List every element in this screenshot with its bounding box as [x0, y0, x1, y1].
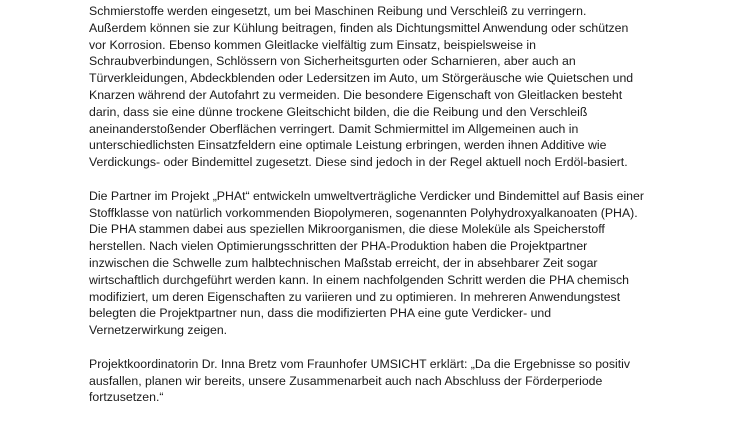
paragraph-phat-project	[89, 188, 689, 339]
text-line: Außerdem können sie zur Kühlung beitragen, finden als Dichtungsmittel Anwendung oder schützen	[89, 20, 629, 35]
paragraph-coordinator-quote	[89, 356, 689, 406]
text-line: darin, dass sie eine dünne trockene Gleitschicht bilden, die die Reibung und den Verschleiß	[89, 104, 588, 119]
text-line: Schraubverbindungen, Schlössern von Sicherheitsgurten oder Scharnieren, aber auch an	[89, 54, 576, 69]
text-line: Projektkoordinatorin Dr. Inna Bretz vom Fraunhofer UMSICHT erklärt: „Da die Ergebnisse so positiv	[89, 356, 631, 371]
text-line: Vernetzerwirkung zeigen.	[89, 323, 228, 338]
text-line: Schmierstoffe werden eingesetzt, um bei Maschinen Reibung und Verschleiß zu verringern.	[89, 4, 587, 18]
text-line: vor Korrosion. Ebenso kommen Gleitlacke vielfältig zum Einsatz, beispielsweise in	[89, 37, 536, 52]
text-line: Verdickungs- oder Bindemittel zugesetzt. Diese sind jedoch in der Regel aktuell noch Erdöl-basiert.	[89, 155, 628, 170]
text-line: Die PHA stammen dabei aus speziellen Mikroorganismen, die diese Moleküle als Speicherstoff	[89, 222, 605, 237]
text-line: herstellen. Nach vielen Optimierungsschritten der PHA-Produktion haben die Projektpartner	[89, 239, 588, 254]
text-line: fortzusetzen.“	[89, 390, 164, 405]
text-line: modifiziert, um deren Eigenschaften zu variieren und zu optimieren. In mehreren Anwendungstest	[89, 289, 621, 304]
document-body	[89, 0, 689, 423]
text-line: Knarzen während der Autofahrt zu vermeiden. Die besondere Eigenschaft von Gleitlacken besteht	[89, 87, 623, 102]
text-line: Stoffklasse von natürlich vorkommenden Biopolymeren, sogenannten Polyhydroxyalkanoaten (PHA).	[89, 205, 638, 220]
text-line: aneinanderstoßender Oberflächen verringert. Damit Schmiermittel im Allgemeinen auch in	[89, 121, 579, 136]
text-line: Türverkleidungen, Abdeckblenden oder Ledersitzen im Auto, um Störgeräusche wie Quietschen und	[89, 71, 634, 86]
text-line: unterschiedlichsten Einsatzfeldern eine optimale Leistung erbringen, werden ihnen Additive wie	[89, 138, 607, 153]
text-line: wirtschaftlich durchgeführt werden kann. In einem nachfolgenden Schritt werden die PHA chemisch	[89, 272, 629, 287]
text-line: ausfallen, planen wir bereits, unsere Zusammenarbeit auch nach Abschluss der Förderperiode	[89, 373, 603, 388]
text-line: belegten die Projektpartner nun, dass die modifizierten PHA eine gute Verdicker- und	[89, 306, 552, 321]
paragraph-schmierstoffe	[89, 3, 689, 171]
text-line: Die Partner im Projekt „PHAt“ entwickeln umweltverträgliche Verdicker und Bindemittel auf Basis einer	[89, 188, 644, 203]
text-line: inzwischen die Schwelle zum halbtechnischen Maßstab erreicht, der in absehbarer Zeit sogar	[89, 255, 598, 270]
